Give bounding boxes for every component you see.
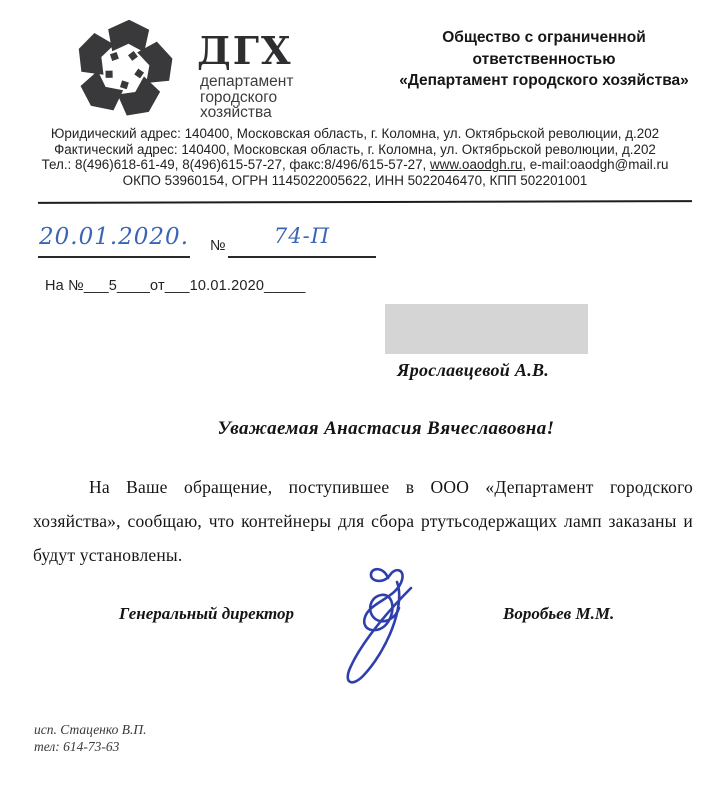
actual-address: Фактический адрес: 140400, Московская область, г. Коломна, ул. Октябрьской революции, д.202 (54, 141, 656, 157)
email-text: , e-mail:oaodgh@mail.ru (522, 157, 669, 173)
handwritten-outgoing-number: 74-П (228, 224, 376, 258)
website-link[interactable]: www.oaodgh.ru (430, 157, 523, 173)
organization-name-line: «Департамент городского хозяйства» (399, 72, 689, 89)
signer-position: Генеральный директор (119, 604, 295, 623)
letterhead-divider (38, 200, 692, 204)
number-sign: № (210, 238, 226, 254)
logo-subtitle-line: хозяйства (200, 104, 272, 121)
letter-body: На Ваше обращение, поступившее в ООО «Департамент городского хозяйства», сообщаю, что контейнеры для сбора ртутьсодержащих ламп заказаны и будут установлены. (33, 477, 693, 565)
logo-subtitle-line: городского (200, 88, 278, 106)
executor-footer (34, 722, 147, 755)
logo-subtitle-line: департамент (200, 73, 294, 90)
executor-phone: тел: 614-73-63 (34, 738, 120, 754)
legal-address: Юридический адрес: 140400, Московская область, г. Коломна, ул. Октябрьской революции, д.202 (50, 126, 660, 141)
handwritten-date: 20.01.2020. (38, 224, 190, 258)
signer-name: Воробьев М.М. (503, 604, 615, 623)
recipient-name: Ярославцевой А.В. (397, 360, 550, 380)
phone-fax-email-line (18, 157, 692, 173)
organization-name-line: ответственностью (472, 50, 616, 68)
requisites-line: ОКПО 53960154, ОГРН 1145022005622, ИНН 5022046470, КПП 502201001 (122, 172, 588, 188)
phones-text: Тел.: 8(496)618-61-49, 8(496)615-57-27, факс:8/496/615-57-27, (41, 157, 430, 173)
redacted-recipient-block (385, 304, 588, 354)
executor-name: исп. Стаценко В.П. (34, 722, 147, 737)
organization-name (388, 27, 700, 92)
handwritten-signature (322, 560, 442, 700)
dgh-recycle-logo-icon (64, 16, 184, 122)
salutation: Уважаемая Анастасия Вячеславовна! (217, 418, 555, 439)
organization-name-line: Общество с ограниченной (442, 29, 646, 46)
letterhead-contacts (18, 126, 692, 188)
logo-subtitle (200, 74, 293, 121)
logo-abbreviation: ДГХ (197, 28, 293, 73)
incoming-reference-line: На №___5____от___10.01.2020_____ (45, 278, 306, 294)
